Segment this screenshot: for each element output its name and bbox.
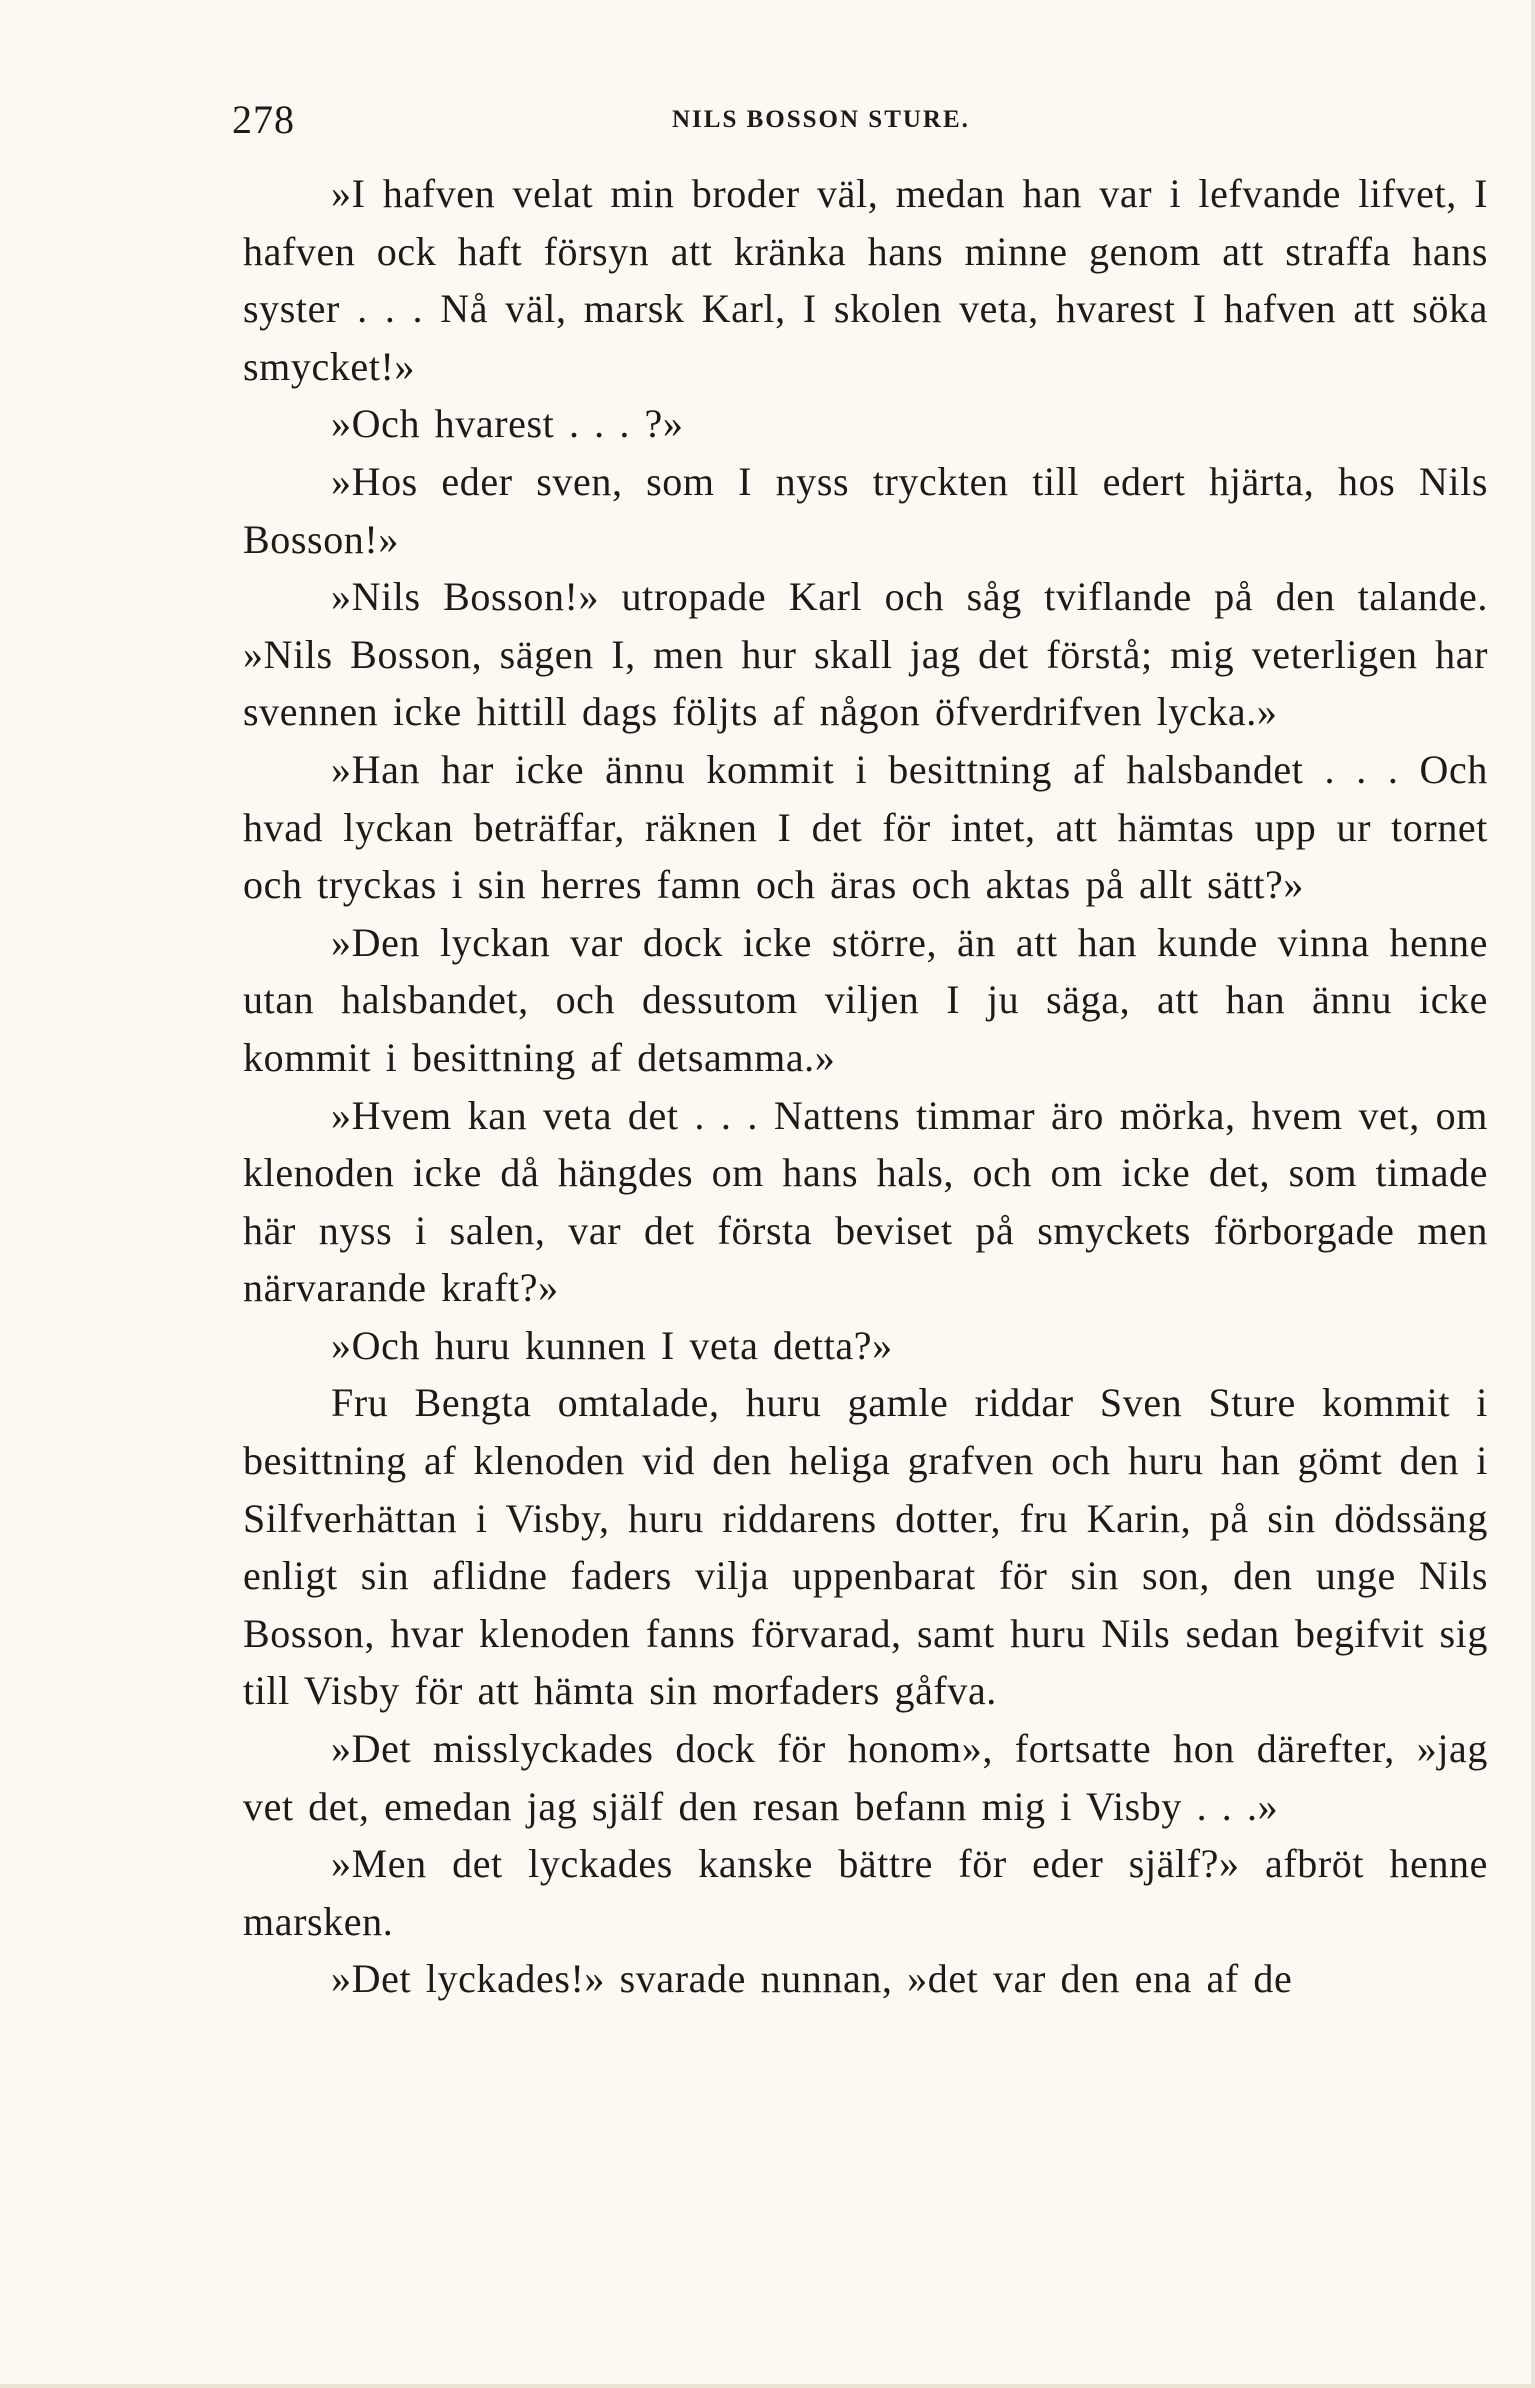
paragraph: »Det lyckades!» svarade nunnan, »det var den ena af de — [331, 1956, 1293, 2002]
paragraph: »Hos eder sven, som I nyss tryckten till edert hjärta, hos Nils Bosson!» — [243, 458, 1488, 562]
paragraph: Fru Bengta omtalade, huru gamle riddar Sven Sture kommit i besittning af klenoden vid den heliga grafven och huru han gömt den i Silfverhättan i Visby, huru riddarens dotter, fru Karin, på sin dödssäng enligt sin aflidne faders vilja uppenbarat för sin son, den unge Nils Bosson, hvar klenoden fanns förvarad, samt huru Nils sedan begifvit sig till Visby för att hämta sin morfaders gåfva. — [243, 1380, 1488, 1714]
paragraph: »Nils Bosson!» utropade Karl och såg tviflande på den talande. »Nils Bosson, sägen I, men hur skall jag det förstå; mig veterligen har svennen icke hittill dags följts af någon öfverdrifven lycka.» — [243, 574, 1488, 735]
running-title: NILS BOSSON STURE. — [672, 106, 970, 133]
page-header — [232, 96, 1482, 146]
paragraph: »Hvem kan veta det . . . Nattens timmar äro mörka, hvem vet, om klenoden icke då hängdes om hans hals, och om icke det, som timade här nyss i salen, var det första beviset på smyckets förborgade men närvarande kraft?» — [243, 1092, 1488, 1311]
paragraph: »Det misslyckades dock för honom», fortsatte hon därefter, »jag vet det, emedan jag själf den resan befann mig i Visby . . .» — [243, 1726, 1488, 1829]
paragraph: »Han har icke ännu kommit i besittning af halsbandet . . . Och hvad lyckan beträffar, räknen I det för intet, att hämtas upp ur tornet och tryckas i sin herres famn och äras och aktas på allt sätt?» — [243, 746, 1488, 908]
paragraph: »Och huru kunnen I veta detta?» — [331, 1322, 893, 1368]
body-text — [243, 165, 1488, 2008]
paragraph: »Den lyckan var dock icke större, än att han kunde vinna henne utan halsbandet, och dessutom viljen I ju säga, att han ännu icke kommit i besittning af detsamma.» — [243, 919, 1488, 1080]
paragraph: »Men det lyckades kanske bättre för eder själf?» afbröt henne marsken. — [243, 1841, 1488, 1944]
paragraph: »I hafven velat min broder väl, medan han var i lefvande lifvet, I hafven ock haft försyn att kränka hans minne genom att straffa hans syster . . . Nå väl, marsk Karl, I skolen veta, hvarest I hafven att söka smycket!» — [243, 171, 1488, 389]
paragraph: »Och hvarest . . . ?» — [331, 401, 684, 447]
page-number: 278 — [232, 97, 295, 142]
